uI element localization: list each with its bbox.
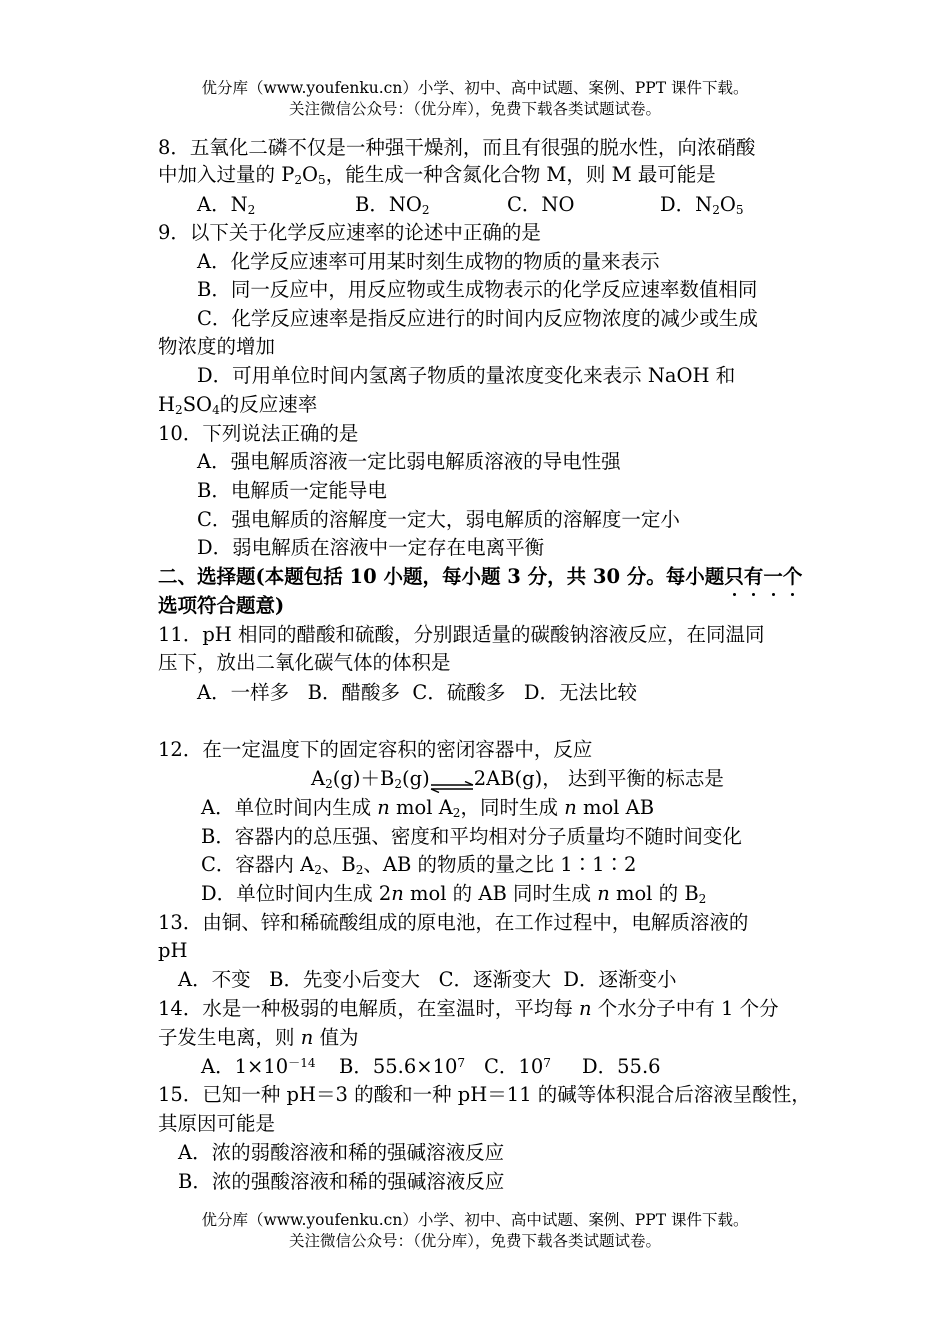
q9-option-d-line-1: D．可用单位时间内氢离子物质的量浓度变化来表示 NaOH 和 bbox=[197, 364, 736, 387]
section-2-heading-line-2: 选项符合题意) bbox=[158, 594, 285, 617]
equilibrium-arrow-icon bbox=[430, 774, 474, 786]
emphasis-dotted-text bbox=[724, 565, 802, 588]
q14-option-b: B．$55.6\times 10^7$ bbox=[339, 1055, 466, 1078]
q10-option-b: B．电解质一定能导电 bbox=[197, 479, 387, 502]
q15-stem-line-1: 15．已知一种 pH＝3 的酸和一种 pH＝11 的碱等体积混合后溶液呈酸性， bbox=[158, 1083, 811, 1106]
header-line-2: 关注微信公众号：（优分库），免费下载各类试题试卷。 bbox=[288, 100, 661, 118]
section-2-heading-line-1: 二、选择题(本题包括 10 小题，每小题 3 分，共 30 分。每小题只有一个 bbox=[158, 565, 803, 588]
footer-line-1: 优分库（www.youfenku.cn）小学、初中、高中试题、案例、PPT 课件下载。 bbox=[201, 1211, 749, 1229]
q11-stem-line-2: 压下，放出二氧化碳气体的体积是 bbox=[158, 651, 451, 674]
q9-stem: 9．以下关于化学反应速率的论述中正确的是 bbox=[158, 221, 541, 244]
emphasis-char: 个 bbox=[782, 565, 803, 588]
q12-option-d: D．单位时间内生成 2n mol 的 AB 同时生成 n mol 的 $B_2$ bbox=[201, 882, 707, 907]
q14-option-d: D．55.6 bbox=[582, 1055, 661, 1078]
q9-option-c-line-1: C．化学反应速率是指反应进行的时间内反应物浓度的减少或生成 bbox=[197, 307, 758, 330]
q15-option-a: A．浓的弱酸溶液和稀的强碱溶液反应 bbox=[178, 1141, 505, 1164]
q8-option-a: A．$N_2$ bbox=[197, 193, 256, 218]
q8-option-d: D．$N_2O_5$ bbox=[660, 193, 744, 218]
emphasis-char: 只 bbox=[724, 565, 744, 588]
q9-option-b: B．同一反应中，用反应物或生成物表示的化学反应速率数值相同 bbox=[197, 278, 758, 301]
header-line-1: 优分库（www.youfenku.cn）小学、初中、高中试题、案例、PPT 课件下载。 bbox=[201, 79, 749, 97]
q15-option-b: B．浓的强酸溶液和稀的强碱溶液反应 bbox=[178, 1170, 505, 1193]
q8-option-b: B．$NO_2$ bbox=[355, 193, 430, 218]
q12-equation: $A_2(g)+B_2(g)$ 2AB(g)， 达到平衡的标志是 bbox=[311, 767, 724, 792]
q8-stem-line-1: 8．五氧化二磷不仅是一种强干燥剂，而且有很强的脱水性，向浓硝酸 bbox=[158, 136, 756, 159]
q10-option-a: A．强电解质溶液一定比弱电解质溶液的导电性强 bbox=[197, 450, 621, 473]
q9-option-a: A．化学反应速率可用某时刻生成物的物质的量来表示 bbox=[197, 250, 660, 273]
q13-stem-line-1: 13．由铜、锌和稀硫酸组成的原电池，在工作过程中，电解质溶液的 bbox=[158, 911, 749, 934]
q13-options: A．不变 B．先变小后变大 C．逐渐变大 D．逐渐变小 bbox=[178, 968, 677, 991]
q10-option-c: C．强电解质的溶解度一定大，弱电解质的溶解度一定小 bbox=[197, 508, 680, 531]
q10-option-d: D．弱电解质在溶液中一定存在电离平衡 bbox=[197, 536, 545, 559]
q13-stem-line-2: pH bbox=[158, 939, 188, 962]
emphasis-char: 有 bbox=[743, 565, 764, 588]
q10-stem: 10．下列说法正确的是 bbox=[158, 422, 359, 445]
q11-stem-line-1: 11．pH 相同的醋酸和硫酸，分别跟适量的碳酸钠溶液反应，在同温同 bbox=[158, 623, 765, 646]
q14-stem-line-1: 14．水是一种极弱的电解质，在室温时，平均每 n 个水分子中有 1 个分 bbox=[158, 997, 779, 1020]
q14-option-c: C．$10^7$ bbox=[484, 1055, 551, 1078]
q12-option-b: B．容器内的总压强、密度和平均相对分子质量均不随时间变化 bbox=[201, 825, 742, 848]
footer-line-2: 关注微信公众号：（优分库），免费下载各类试题试卷。 bbox=[288, 1232, 661, 1250]
q14-option-a: A．$1\times 10^{-14}$ bbox=[201, 1055, 316, 1078]
q8-option-c: C．NO bbox=[507, 193, 575, 216]
q9-option-c-line-2: 物浓度的增加 bbox=[158, 335, 276, 358]
q14-stem-line-2: 子发生电离，则 n 值为 bbox=[158, 1026, 359, 1049]
q11-options: A．一样多 B．醋酸多 C．硫酸多 D．无法比较 bbox=[197, 681, 638, 704]
q12-stem-line-1: 12．在一定温度下的固定容积的密闭容器中，反应 bbox=[158, 738, 593, 761]
q12-option-a: A．单位时间内生成 n mol $A_2$，同时生成 n mol AB bbox=[201, 796, 655, 821]
q8-stem-line-2: 中加入过量的 $P_2O_5$，能生成一种含氮化合物 M，则 M 最可能是 bbox=[158, 163, 716, 188]
q9-option-d-line-2: $H_2SO_4$的反应速率 bbox=[158, 393, 318, 418]
q15-stem-line-2: 其原因可能是 bbox=[158, 1112, 276, 1135]
q12-option-c: C．容器内 $A_2$、$B_2$、AB 的物质的量之比 1∶1∶2 bbox=[201, 853, 637, 878]
emphasis-char: 一 bbox=[763, 565, 783, 588]
